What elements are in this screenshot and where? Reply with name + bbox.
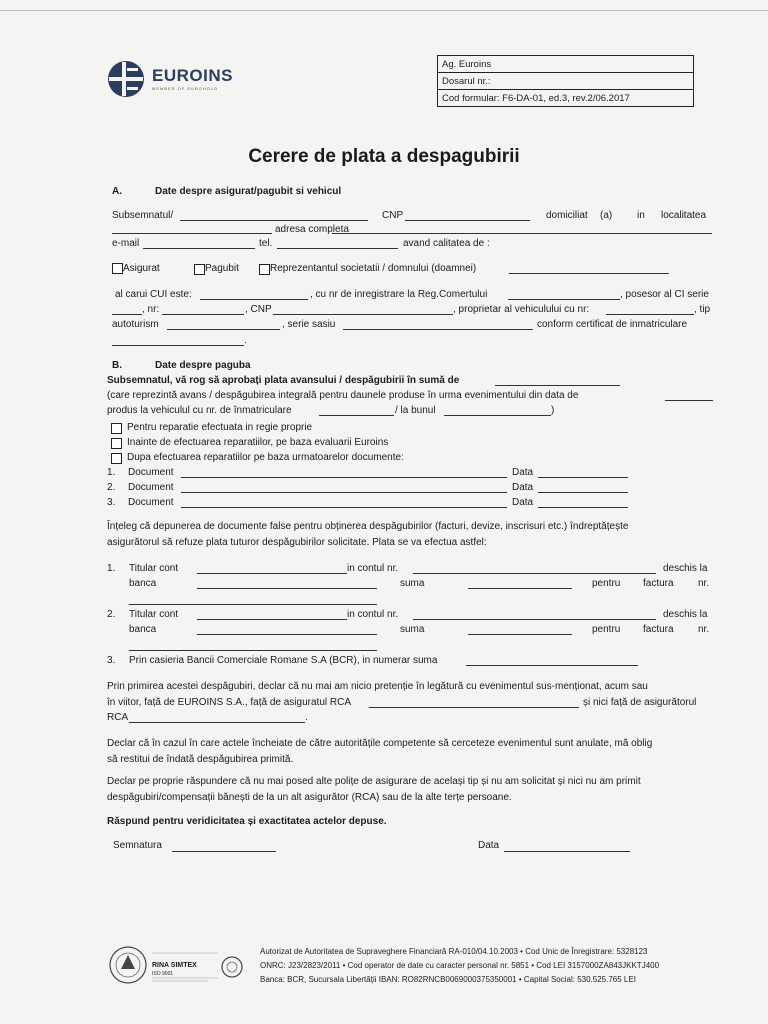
label-subsemnatul: Subsemnatul/ (112, 210, 174, 221)
field-data-eveniment[interactable] (665, 400, 713, 401)
label-conform: conform certificat de inmatriculare (537, 319, 688, 330)
label-tip: , tip (694, 304, 711, 315)
section-b-letter: B. (112, 360, 122, 371)
label-produs: produs la vehiculul cu nr. de înmatriculare (107, 405, 292, 416)
field-tel[interactable] (277, 248, 398, 249)
section-b-heading: Date despre paguba (155, 360, 251, 371)
field-pay1-banca[interactable] (197, 588, 377, 589)
checkbox-evaluare-euroins[interactable] (111, 438, 122, 449)
text-polite-2: despăgubiri/compensații bănești de la un alt asigurător (RCA) sau de la alte terțe persoane. (107, 792, 512, 803)
field-reprezentant[interactable] (509, 273, 669, 274)
ref-dosar[interactable]: Dosarul nr.: (438, 73, 694, 90)
pay2-num: 2. (107, 609, 116, 620)
label-opt3: Dupa efectuarea reparatiilor pe baza urmatoarelor documente: (127, 452, 404, 463)
label-cnp2: , CNP (245, 304, 272, 315)
field-asigurat-rca[interactable] (369, 707, 579, 708)
text-prin-dot: . (305, 712, 308, 723)
pay1-in-contul: in contul nr. (347, 563, 399, 574)
section-a-heading: Date despre asigurat/pagubit si vehicul (155, 186, 342, 197)
text-raspund: Răspund pentru veridicitatea și exactitatea actelor depuse. (107, 816, 387, 827)
pay1-nr: nr. (698, 578, 710, 589)
field-bunul[interactable] (444, 415, 551, 416)
logo-subtitle: MEMBER OF EUROHOLD (152, 86, 219, 91)
field-ci-serie[interactable] (112, 314, 142, 315)
field-pay2-cont[interactable] (413, 619, 656, 620)
label-adresa: adresa completa (275, 224, 349, 235)
field-certificat[interactable] (112, 345, 244, 346)
field-data[interactable] (504, 851, 630, 852)
label-email: e-mail (112, 238, 140, 249)
label-domiciliat: domiciliat (546, 210, 588, 221)
doc-num-3: 3. (107, 497, 116, 508)
field-nr-inmatriculare[interactable] (319, 415, 394, 416)
field-document-date-3[interactable] (538, 507, 628, 508)
field-cnp2[interactable] (273, 314, 453, 315)
euroins-logo-icon (107, 60, 145, 98)
label-autoturism: autoturism (112, 319, 159, 330)
label-posesor: , posesor al CI serie (620, 289, 709, 300)
checkbox-regie-proprie[interactable] (111, 423, 122, 434)
label-serie-sasiu: , serie sasiu (282, 319, 336, 330)
field-document-2[interactable] (181, 492, 507, 493)
label-pagubit: Pagubit (205, 263, 239, 274)
pay2-deschis: deschis la (663, 609, 708, 620)
label-reprezentant: Reprezentantul societatii / domnului (doamnei) (270, 263, 477, 274)
pay1-pentru: pentru (592, 578, 621, 589)
field-ci-nr[interactable] (162, 314, 244, 315)
field-pay2-suma[interactable] (468, 634, 572, 635)
field-nr-vehicul[interactable] (606, 314, 694, 315)
label-reg-com: , cu nr de inregistrare la Reg.Comertului (310, 289, 488, 300)
footer-line-1: Autorizat de Autoritatea de Supraveghere Financiară RA-010/04.10.2003 • Cod Unic de Înregistrare: 5328123 (260, 947, 648, 956)
label-dot: . (244, 335, 247, 346)
text-prin-2b: și nici față de asigurătorul (583, 697, 697, 708)
field-autoturism[interactable] (167, 329, 280, 330)
field-pay1-suma[interactable] (468, 588, 572, 589)
top-divider (0, 10, 768, 11)
text-prin-2a: în viitor, față de EUROINS S.A., față de asiguratul RCA (107, 697, 351, 708)
text-prin-1: Prin primirea acestei despăgubiri, declar că nu mai am nicio pretenție în legătură cu evenimentul sus-menționat, acum sau (107, 681, 648, 692)
label-data: Data (478, 840, 500, 851)
label-opt1: Pentru reparatie efectuata in regie proprie (127, 422, 313, 433)
text-inteleg-1: Înțeleg că depunerea de documente false pentru obținerea despăgubirilor (facturi, devize, inscrisuri etc.) îndreptățește (107, 521, 629, 532)
field-serie-sasiu[interactable] (343, 329, 533, 330)
field-nume[interactable] (180, 220, 368, 221)
text-declar-2: să restitui de îndată despăgubirea primită. (107, 754, 294, 765)
pay1-factura: factura (643, 578, 674, 589)
doc-date-label-2: Data (512, 482, 534, 493)
section-a-letter: A. (112, 186, 122, 197)
doc-num-2: 2. (107, 482, 116, 493)
text-polite-1: Declar pe proprie răspundere că nu mai posed alte polițe de asigurare de același tip și nu am solicitat și nici nu am primit (107, 776, 641, 787)
text-inteleg-2: asigurătorul să refuze plata tuturor despăgubirilor solicitate. Plata se va efectua astfel: (107, 537, 487, 548)
label-request: Subsemnatul, vă rog să aprobați plata avansului / despăgubirii în sumă de (107, 375, 460, 386)
footer-line-3: Banca: BCR, Sucursala Libertății IBAN: RO82RNCB0069000375350001 • Capital Social: 530.525.765 LEI (260, 975, 636, 984)
text-prin-3: RCA (107, 712, 129, 723)
text-declar-1: Declar că în cazul în care actele încheiate de către autoritățile competente să cerceteze evenimentul sunt anulate, mă oblig (107, 738, 653, 749)
pay1-num: 1. (107, 563, 116, 574)
pay2-factura: factura (643, 624, 674, 635)
ref-cod-formular: Cod formular: F6-DA-01, ed.3, rev.2/06.2017 (438, 90, 694, 107)
pay2-nr: nr. (698, 624, 710, 635)
field-pay2-factura[interactable] (129, 650, 377, 651)
label-localitatea: localitatea (661, 210, 707, 221)
label-a: (a) (600, 210, 613, 221)
pay1-suma: suma (400, 578, 425, 589)
pay2-pentru: pentru (592, 624, 621, 635)
footer-line-2: ONRC: J23/2823/2011 • Cod operator de date cu caracter personal nr. 5851 • Cod LEI 3157000ZA843JKKTJ400 (260, 961, 660, 970)
label-semnatura: Semnatura (113, 840, 162, 851)
field-asigurator-rca[interactable] (129, 722, 305, 723)
field-semnatura[interactable] (172, 851, 276, 852)
checkbox-asigurat[interactable] (112, 263, 123, 274)
field-email[interactable] (143, 248, 255, 249)
label-reprezinta: (care reprezintă avans / despăgubirea integrală pentru daunele produse în urma evenimentului din data de (107, 390, 579, 401)
field-cui[interactable] (200, 299, 308, 300)
doc-label-2: Document (128, 482, 174, 493)
field-localitate[interactable] (112, 233, 272, 234)
label-cnp: CNP (382, 210, 404, 221)
field-pay1-titular[interactable] (197, 573, 347, 574)
checkbox-pagubit[interactable] (194, 264, 205, 275)
pay2-titular: Titular cont (129, 609, 179, 620)
page-title: Cerere de plata a despagubirii (248, 146, 520, 167)
pay2-in-contul: in contul nr. (347, 609, 399, 620)
reference-table (437, 55, 694, 107)
field-pay2-banca[interactable] (197, 634, 377, 635)
field-pay1-factura[interactable] (129, 604, 377, 605)
label-paren-close: ) (551, 405, 555, 416)
label-asigurat: Asigurat (123, 263, 160, 274)
field-reg-com[interactable] (508, 299, 620, 300)
field-document-3[interactable] (181, 507, 507, 508)
label-opt2: Inainte de efectuarea reparatiilor, pe baza evaluarii Euroins (127, 437, 389, 448)
pay3-num: 3. (107, 655, 116, 666)
field-document-date-2[interactable] (538, 492, 628, 493)
label-calitatea: avand calitatea de : (403, 238, 490, 249)
doc-date-label-1: Data (512, 467, 534, 478)
field-cnp[interactable] (405, 220, 530, 221)
label-proprietar: , proprietar al vehiculului cu nr: (453, 304, 590, 315)
field-pay3-suma[interactable] (466, 665, 638, 666)
label-in: in (637, 210, 645, 221)
doc-num-1: 1. (107, 467, 116, 478)
cert-name: RINA SIMTEX (152, 962, 197, 969)
checkbox-reprezentant[interactable] (259, 264, 270, 275)
field-document-date-1[interactable] (538, 477, 628, 478)
doc-label-3: Document (128, 497, 174, 508)
pay1-titular: Titular cont (129, 563, 179, 574)
pay1-banca: banca (129, 578, 157, 589)
doc-date-label-3: Data (512, 497, 534, 508)
ref-agency: Ag. Euroins (438, 56, 694, 73)
label-la-bunul: / la bunul (395, 405, 436, 416)
pay2-suma: suma (400, 624, 425, 635)
pay2-banca: banca (129, 624, 157, 635)
label-cui: al carui CUI este: (115, 289, 192, 300)
doc-label-1: Document (128, 467, 174, 478)
label-nr: , nr: (142, 304, 160, 315)
checkbox-documente[interactable] (111, 453, 122, 464)
logo-text: EUROINS (152, 66, 233, 85)
field-pay1-cont[interactable] (413, 573, 656, 574)
field-document-1[interactable] (181, 477, 507, 478)
field-adresa[interactable] (332, 233, 712, 234)
label-tel: tel. (259, 238, 273, 249)
cert-iso: ISO 9001 (152, 971, 174, 977)
field-suma-request[interactable] (495, 385, 620, 386)
field-pay2-titular[interactable] (197, 619, 347, 620)
pay1-deschis: deschis la (663, 563, 708, 574)
pay3-text: Prin casieria Bancii Comerciale Romane S.A (BCR), in numerar suma (129, 655, 438, 666)
